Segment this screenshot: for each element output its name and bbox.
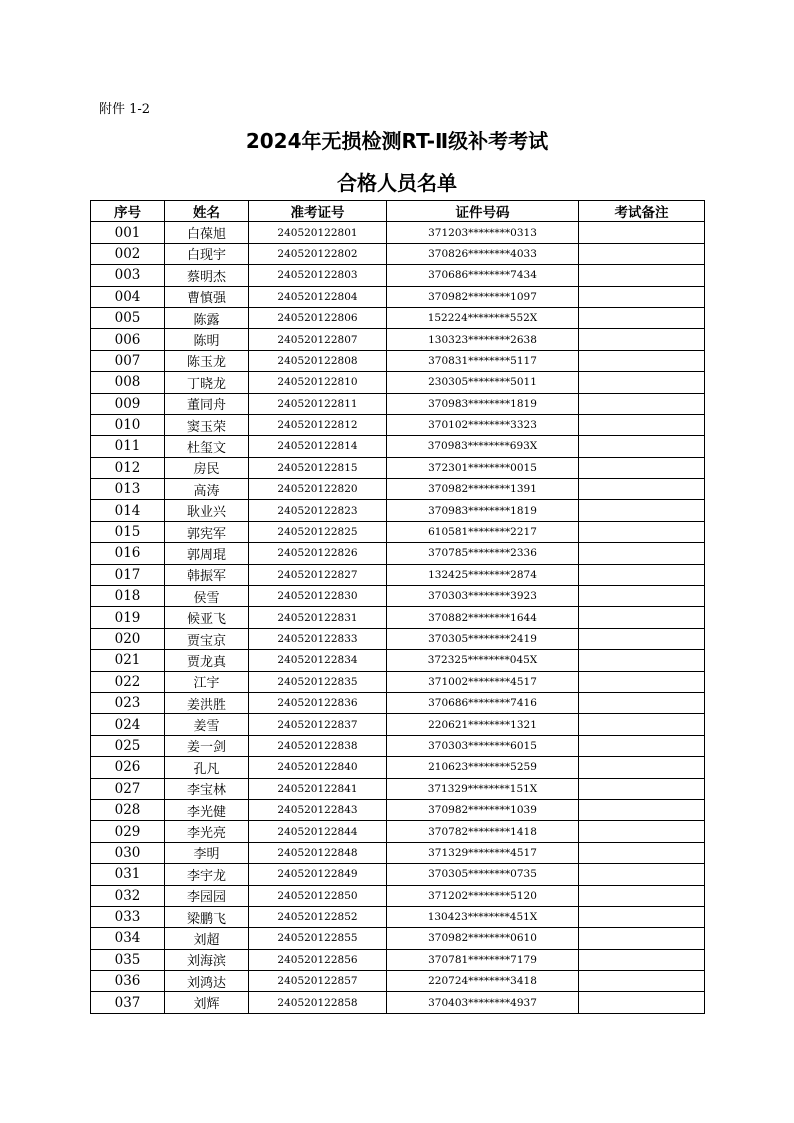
cell-ticket: 240520122811: [249, 393, 387, 414]
cell-note: [579, 906, 705, 927]
cell-seq: 021: [91, 650, 165, 671]
table-row: [91, 543, 705, 564]
attachment-label: 附件 1-2: [99, 102, 151, 117]
cell-ticket: 240520122844: [249, 821, 387, 842]
cell-seq: 010: [91, 414, 165, 435]
cell-seq: 031: [91, 864, 165, 885]
cell-ticket: 240520122849: [249, 864, 387, 885]
cell-seq: 030: [91, 842, 165, 863]
cell-name: 候亚飞: [165, 607, 249, 628]
table-row: [91, 928, 705, 949]
cell-ticket: 240520122850: [249, 885, 387, 906]
cell-id: 210623********5259: [387, 757, 579, 778]
cell-name: 江宇: [165, 671, 249, 692]
cell-ticket: 240520122804: [249, 286, 387, 307]
cell-note: [579, 543, 705, 564]
cell-id: 370982********1391: [387, 479, 579, 500]
table-row: [91, 436, 705, 457]
cell-name: 陈玉龙: [165, 350, 249, 371]
cell-id: 152224********552X: [387, 307, 579, 328]
table-row: [91, 414, 705, 435]
cell-seq: 027: [91, 778, 165, 799]
cell-note: [579, 928, 705, 949]
cell-seq: 024: [91, 714, 165, 735]
cell-ticket: 240520122802: [249, 243, 387, 264]
cell-note: [579, 286, 705, 307]
cell-ticket: 240520122852: [249, 906, 387, 927]
cell-seq: 029: [91, 821, 165, 842]
cell-note: [579, 607, 705, 628]
table-row: [91, 842, 705, 863]
cell-name: 刘超: [165, 928, 249, 949]
cell-note: [579, 992, 705, 1013]
cell-id: 370305********0735: [387, 864, 579, 885]
table-row: [91, 607, 705, 628]
table-row: [91, 714, 705, 735]
cell-name: 曹慎强: [165, 286, 249, 307]
cell-note: [579, 778, 705, 799]
cell-ticket: 240520122808: [249, 350, 387, 371]
cell-ticket: 240520122835: [249, 671, 387, 692]
cell-name: 刘鸿达: [165, 971, 249, 992]
cell-seq: 017: [91, 564, 165, 585]
cell-id: 130423********451X: [387, 906, 579, 927]
cell-seq: 020: [91, 628, 165, 649]
cell-note: [579, 757, 705, 778]
roster-table: [90, 200, 705, 1014]
cell-note: [579, 692, 705, 713]
table-row: [91, 650, 705, 671]
cell-ticket: 240520122855: [249, 928, 387, 949]
cell-id: 230305********5011: [387, 372, 579, 393]
cell-seq: 015: [91, 521, 165, 542]
cell-ticket: 240520122841: [249, 778, 387, 799]
cell-name: 房民: [165, 457, 249, 478]
table-row: [91, 778, 705, 799]
cell-name: 丁晓龙: [165, 372, 249, 393]
cell-ticket: 240520122823: [249, 500, 387, 521]
cell-note: [579, 479, 705, 500]
cell-name: 白现宇: [165, 243, 249, 264]
page-title: 2024年无损检测RT-Ⅱ级补考考试: [245, 129, 549, 153]
cell-id: 220724********3418: [387, 971, 579, 992]
cell-name: 李光亮: [165, 821, 249, 842]
cell-note: [579, 243, 705, 264]
cell-name: 李宝林: [165, 778, 249, 799]
table-row: [91, 350, 705, 371]
cell-name: 郭周琨: [165, 543, 249, 564]
table-row: [91, 479, 705, 500]
cell-note: [579, 628, 705, 649]
cell-name: 高涛: [165, 479, 249, 500]
cell-ticket: 240520122848: [249, 842, 387, 863]
cell-id: 371202********5120: [387, 885, 579, 906]
cell-name: 姜洪胜: [165, 692, 249, 713]
cell-ticket: 240520122833: [249, 628, 387, 649]
cell-name: 贾龙真: [165, 650, 249, 671]
cell-note: [579, 864, 705, 885]
cell-seq: 011: [91, 436, 165, 457]
cell-id: 371329********151X: [387, 778, 579, 799]
cell-seq: 001: [91, 222, 165, 243]
cell-id: 220621********1321: [387, 714, 579, 735]
cell-note: [579, 971, 705, 992]
cell-id: 132425********2874: [387, 564, 579, 585]
cell-name: 贾宝京: [165, 628, 249, 649]
cell-name: 蔡明杰: [165, 265, 249, 286]
cell-ticket: 240520122827: [249, 564, 387, 585]
header-note: 考试备注: [579, 201, 705, 222]
table-row: [91, 992, 705, 1013]
cell-id: 370831********5117: [387, 350, 579, 371]
table-row: [91, 864, 705, 885]
cell-name: 刘辉: [165, 992, 249, 1013]
cell-name: 孔凡: [165, 757, 249, 778]
cell-note: [579, 650, 705, 671]
cell-seq: 032: [91, 885, 165, 906]
cell-id: 371203********0313: [387, 222, 579, 243]
cell-seq: 036: [91, 971, 165, 992]
cell-id: 370686********7434: [387, 265, 579, 286]
table-row: [91, 265, 705, 286]
header-ticket: 准考证号: [249, 201, 387, 222]
cell-seq: 008: [91, 372, 165, 393]
cell-seq: 005: [91, 307, 165, 328]
cell-note: [579, 885, 705, 906]
cell-name: 侯雪: [165, 586, 249, 607]
cell-ticket: 240520122838: [249, 735, 387, 756]
cell-ticket: 240520122815: [249, 457, 387, 478]
cell-name: 李宇龙: [165, 864, 249, 885]
table-row: [91, 949, 705, 970]
cell-id: 370781********7179: [387, 949, 579, 970]
cell-note: [579, 714, 705, 735]
cell-ticket: 240520122836: [249, 692, 387, 713]
cell-seq: 009: [91, 393, 165, 414]
cell-note: [579, 350, 705, 371]
cell-note: [579, 222, 705, 243]
table-row: [91, 586, 705, 607]
cell-note: [579, 393, 705, 414]
cell-seq: 013: [91, 479, 165, 500]
cell-name: 韩振军: [165, 564, 249, 585]
cell-ticket: 240520122807: [249, 329, 387, 350]
table-header-row: [91, 201, 705, 222]
cell-id: 370403********4937: [387, 992, 579, 1013]
cell-ticket: 240520122803: [249, 265, 387, 286]
header-seq: 序号: [91, 201, 165, 222]
cell-seq: 034: [91, 928, 165, 949]
cell-name: 姜一剑: [165, 735, 249, 756]
table-row: [91, 457, 705, 478]
cell-seq: 033: [91, 906, 165, 927]
cell-id: 370826********4033: [387, 243, 579, 264]
cell-id: 370686********7416: [387, 692, 579, 713]
cell-note: [579, 821, 705, 842]
cell-id: 610581********2217: [387, 521, 579, 542]
cell-note: [579, 436, 705, 457]
cell-seq: 018: [91, 586, 165, 607]
table-row: [91, 500, 705, 521]
cell-note: [579, 500, 705, 521]
table-row: [91, 628, 705, 649]
cell-id: 370983********1819: [387, 393, 579, 414]
cell-id: 370982********1039: [387, 799, 579, 820]
cell-ticket: 240520122812: [249, 414, 387, 435]
table-row: [91, 222, 705, 243]
page-subtitle: 合格人员名单: [337, 171, 457, 195]
cell-note: [579, 842, 705, 863]
cell-seq: 004: [91, 286, 165, 307]
cell-id: 370102********3323: [387, 414, 579, 435]
cell-name: 李光健: [165, 799, 249, 820]
cell-id: 370983********693X: [387, 436, 579, 457]
cell-ticket: 240520122834: [249, 650, 387, 671]
cell-id: 370303********6015: [387, 735, 579, 756]
cell-ticket: 240520122820: [249, 479, 387, 500]
table-row: [91, 885, 705, 906]
cell-id: 370782********1418: [387, 821, 579, 842]
cell-seq: 028: [91, 799, 165, 820]
cell-name: 白葆旭: [165, 222, 249, 243]
cell-note: [579, 586, 705, 607]
cell-id: 372325********045X: [387, 650, 579, 671]
cell-seq: 022: [91, 671, 165, 692]
table-row: [91, 307, 705, 328]
cell-seq: 019: [91, 607, 165, 628]
cell-name: 陈明: [165, 329, 249, 350]
cell-note: [579, 671, 705, 692]
cell-id: 371329********4517: [387, 842, 579, 863]
table-row: [91, 971, 705, 992]
cell-id: 130323********2638: [387, 329, 579, 350]
table-row: [91, 286, 705, 307]
cell-name: 陈露: [165, 307, 249, 328]
cell-name: 梁鹏飞: [165, 906, 249, 927]
cell-name: 耿业兴: [165, 500, 249, 521]
cell-name: 窦玉荣: [165, 414, 249, 435]
table-row: [91, 692, 705, 713]
cell-seq: 016: [91, 543, 165, 564]
table-row: [91, 671, 705, 692]
cell-note: [579, 949, 705, 970]
cell-seq: 014: [91, 500, 165, 521]
table-row: [91, 564, 705, 585]
table-row: [91, 372, 705, 393]
cell-id: 370983********1819: [387, 500, 579, 521]
cell-name: 李明: [165, 842, 249, 863]
cell-id: 370982********0610: [387, 928, 579, 949]
cell-id: 370305********2419: [387, 628, 579, 649]
cell-seq: 003: [91, 265, 165, 286]
cell-id: 372301********0015: [387, 457, 579, 478]
table-row: [91, 799, 705, 820]
cell-name: 董同舟: [165, 393, 249, 414]
cell-ticket: 240520122837: [249, 714, 387, 735]
cell-id: 370982********1097: [387, 286, 579, 307]
cell-ticket: 240520122801: [249, 222, 387, 243]
cell-ticket: 240520122856: [249, 949, 387, 970]
cell-name: 杜玺文: [165, 436, 249, 457]
cell-name: 李园园: [165, 885, 249, 906]
table-row: [91, 757, 705, 778]
cell-seq: 037: [91, 992, 165, 1013]
cell-ticket: 240520122830: [249, 586, 387, 607]
cell-seq: 002: [91, 243, 165, 264]
cell-ticket: 240520122831: [249, 607, 387, 628]
cell-ticket: 240520122857: [249, 971, 387, 992]
cell-note: [579, 564, 705, 585]
table-row: [91, 821, 705, 842]
cell-note: [579, 735, 705, 756]
cell-name: 郭宪军: [165, 521, 249, 542]
cell-id: 371002********4517: [387, 671, 579, 692]
cell-id: 370882********1644: [387, 607, 579, 628]
table-row: [91, 906, 705, 927]
cell-seq: 012: [91, 457, 165, 478]
cell-seq: 007: [91, 350, 165, 371]
cell-ticket: 240520122843: [249, 799, 387, 820]
cell-name: 刘海滨: [165, 949, 249, 970]
header-name: 姓名: [165, 201, 249, 222]
cell-seq: 026: [91, 757, 165, 778]
cell-seq: 006: [91, 329, 165, 350]
cell-note: [579, 372, 705, 393]
cell-ticket: 240520122810: [249, 372, 387, 393]
cell-note: [579, 414, 705, 435]
cell-note: [579, 329, 705, 350]
cell-name: 姜雪: [165, 714, 249, 735]
cell-id: 370303********3923: [387, 586, 579, 607]
table-row: [91, 735, 705, 756]
cell-ticket: 240520122858: [249, 992, 387, 1013]
cell-seq: 025: [91, 735, 165, 756]
cell-note: [579, 307, 705, 328]
cell-ticket: 240520122814: [249, 436, 387, 457]
header-id: 证件号码: [387, 201, 579, 222]
cell-seq: 023: [91, 692, 165, 713]
cell-note: [579, 521, 705, 542]
table-body: [91, 222, 705, 1013]
cell-seq: 035: [91, 949, 165, 970]
cell-note: [579, 265, 705, 286]
table-row: [91, 521, 705, 542]
cell-note: [579, 799, 705, 820]
cell-ticket: 240520122826: [249, 543, 387, 564]
cell-ticket: 240520122840: [249, 757, 387, 778]
cell-ticket: 240520122806: [249, 307, 387, 328]
cell-ticket: 240520122825: [249, 521, 387, 542]
table-row: [91, 329, 705, 350]
table-row: [91, 243, 705, 264]
cell-note: [579, 457, 705, 478]
cell-id: 370785********2336: [387, 543, 579, 564]
table-row: [91, 393, 705, 414]
